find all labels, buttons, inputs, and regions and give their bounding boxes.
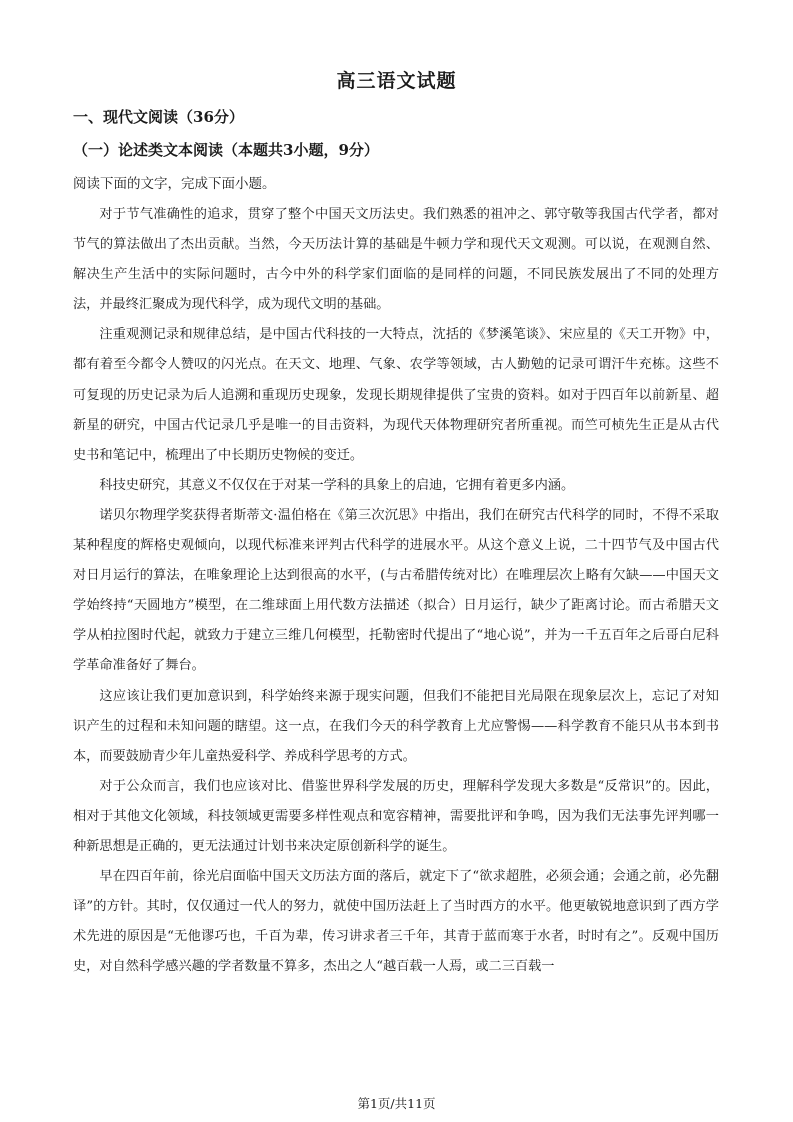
- page-number: 第1页/共11页: [357, 1096, 436, 1111]
- passage-paragraph: 对于公众而言，我们也应该对比、借鉴世界科学发展的历史，理解科学发现大多数是“反常识”的。因此，相对于其他文化领域，科技领域更需要多样性观点和宽容精神，需要批评和争鸣，因为我们无法事先评判哪一种新思想是正确的，更无法通过计划书来决定原创新科学的诞生。: [73, 778, 719, 854]
- passage-paragraph: 诺贝尔物理学奖获得者斯蒂文·温伯格在《第三次沉思》中指出，我们在研究古代科学的同时，不得不采取某种程度的辉格史观倾向，以现代标准来评判古代科学的进展水平。从这个意义上说，二十四节气及中国古代对日月运行的算法，在唯象理论上达到很高的水平，(与古希腊传统对比）在唯理层次上略有欠缺——中国天文学始终持“天圆地方”模型，在二维球面上用代数方法描述（拟合）日月运行，缺少了距离讨论。而古希腊天文学从柏拉图时代起，就致力于建立三维几何模型，托勒密时代提出了“地心说”，并为一千五百年之后哥白尼科学革命准备好了舞台。: [73, 507, 719, 674]
- passage-paragraph: 对于节气准确性的追求，贯穿了整个中国天文历法史。我们熟悉的祖冲之、郭守敬等我国古代学者，都对节气的算法做出了杰出贡献。当然，今天历法计算的基础是牛顿力学和现代天文观测。可以说，在观测自然、解决生产生活中的实际问题时，古今中外的科学家们面临的是同样的问题，不同民族发展出了不同的处理方法，并最终汇聚成为现代科学，成为现代文明的基础。: [73, 207, 719, 313]
- passage-body: [73, 200, 719, 982]
- subsection-heading: （一）论述类文本阅读（本题共3小题，9分）: [73, 141, 379, 159]
- passage-paragraph: 早在四百年前，徐光启面临中国天文历法方面的落后，就定下了“欲求超胜，必须会通；会通之前，必先翻译”的方针。其时，仅仅通过一代人的努力，就使中国历法赶上了当时西方的水平。他更敏锐地意识到了西方学术先进的原因是“无他谬巧也，千百为辈，传习讲求者三千年，其青于蓝而寒于水者，时时有之”。反观中国历史，对自然科学感兴趣的学者数量不算多，杰出之人“越百载一人焉，或二三百载一: [73, 869, 719, 975]
- instruction-text: 阅读下面的文字，完成下面小题。: [73, 176, 276, 192]
- section-heading: 一、现代文阅读（36分）: [73, 108, 244, 126]
- passage-paragraph: 科技史研究，其意义不仅仅在于对某一学科的具象上的启迪，它拥有着更多内涵。: [99, 477, 575, 493]
- passage-paragraph: 注重观测记录和规律总结，是中国古代科技的一大特点，沈括的《梦溪笔谈》、宋应星的《天工开物》中，都有着至今都令人赞叹的闪光点。在天文、地理、气象、农学等领域，古人勤勉的记录可谓汗牛充栋。这些不可复现的历史记录为后人追溯和重现历史现象，发现长期规律提供了宝贵的资料。如对于四百年以前新星、超新星的研究，中国古代记录几乎是唯一的目击资料，为现代天体物理研究者所重视。而竺可桢先生正是从古代史书和笔记中，梳理出了中长期历史物候的变迁。: [73, 327, 719, 463]
- passage-paragraph: 这应该让我们更加意识到，科学始终来源于现实问题，但我们不能把目光局限在现象层次上，忘记了对知识产生的过程和未知问题的瞎望。这一点，在我们今天的科学教育上尤应警惕——科学教育不能只从书本到书本，而要鼓励青少年儿童热爱科学、养成科学思考的方式。: [73, 688, 719, 764]
- page-title: 高三语文试题: [336, 70, 457, 92]
